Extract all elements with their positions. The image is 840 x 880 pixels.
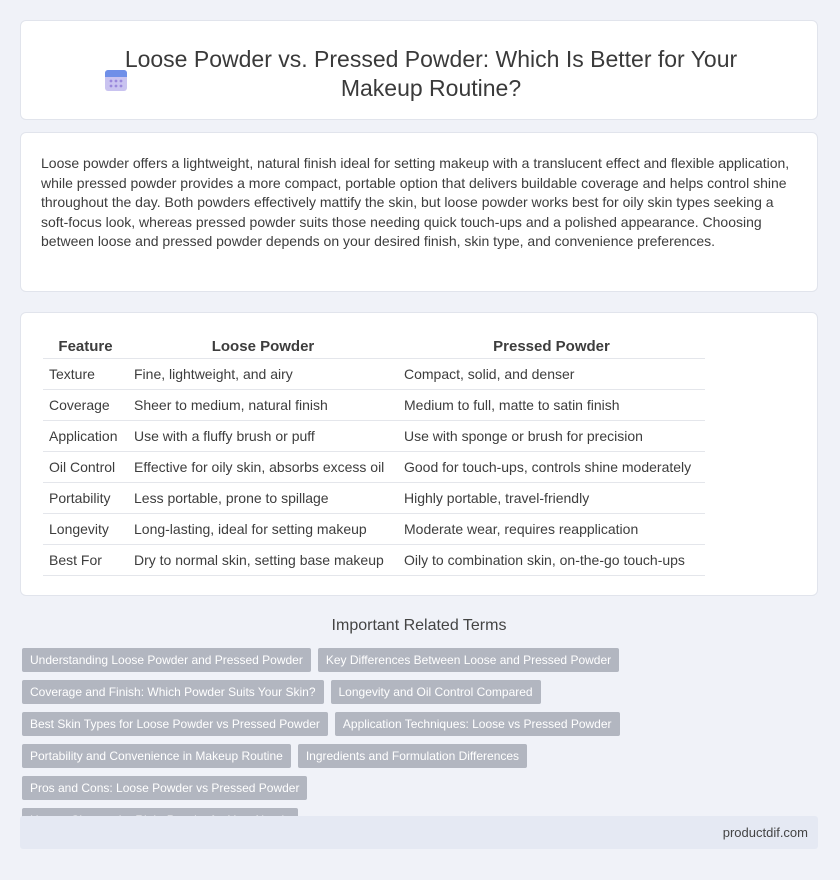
- table-cell: Oily to combination skin, on-the-go touch-ups: [398, 545, 705, 576]
- table-cell: Sheer to medium, natural finish: [128, 390, 398, 421]
- related-term-tag[interactable]: Key Differences Between Loose and Pressed Powder: [318, 648, 619, 672]
- comparison-table: [43, 333, 705, 576]
- related-term-tag[interactable]: Coverage and Finish: Which Powder Suits Your Skin?: [22, 680, 324, 704]
- table-cell: Application: [43, 421, 128, 452]
- related-term-tag[interactable]: Application Techniques: Loose vs Pressed Powder: [335, 712, 620, 736]
- related-terms-title: Important Related Terms: [331, 617, 507, 634]
- table-cell: Texture: [43, 359, 128, 390]
- intro-card: [20, 132, 818, 292]
- related-term-tag[interactable]: Ingredients and Formulation Differences: [298, 744, 527, 768]
- table-cell: Medium to full, matte to satin finish: [398, 390, 705, 421]
- table-cell: Fine, lightweight, and airy: [128, 359, 398, 390]
- page-title: Loose Powder vs. Pressed Powder: Which Is Better for Your Makeup Routine?: [124, 46, 738, 101]
- related-term-tag[interactable]: Portability and Convenience in Makeup Routine: [22, 744, 291, 768]
- table-cell: Best For: [43, 545, 128, 576]
- table-row: [43, 390, 705, 421]
- table-cell: Use with a fluffy brush or puff: [128, 421, 398, 452]
- table-row: [43, 421, 705, 452]
- column-header: Loose Powder: [128, 333, 398, 359]
- table-cell: Oil Control: [43, 452, 128, 483]
- related-tags: [22, 648, 822, 840]
- related-term-tag[interactable]: Pros and Cons: Loose Powder vs Pressed Powder: [22, 776, 307, 800]
- table-row: [43, 514, 705, 545]
- related-term-tag[interactable]: Understanding Loose Powder and Pressed Powder: [22, 648, 311, 672]
- related-term-tag[interactable]: Best Skin Types for Loose Powder vs Pressed Powder: [22, 712, 328, 736]
- related-terms-section: [20, 612, 818, 795]
- table-cell: Highly portable, travel-friendly: [398, 483, 705, 514]
- table-row: [43, 545, 705, 576]
- table-row: [43, 483, 705, 514]
- table-cell: Long-lasting, ideal for setting makeup: [128, 514, 398, 545]
- table-cell: Dry to normal skin, setting base makeup: [128, 545, 398, 576]
- table-row: [43, 359, 705, 390]
- table-cell: Less portable, prone to spillage: [128, 483, 398, 514]
- column-header: Feature: [43, 333, 128, 359]
- table-header-row: [43, 333, 705, 359]
- table-cell: Compact, solid, and denser: [398, 359, 705, 390]
- comparison-card: [20, 312, 818, 596]
- table-cell: Coverage: [43, 390, 128, 421]
- related-term-tag[interactable]: Longevity and Oil Control Compared: [331, 680, 541, 704]
- footer: [20, 816, 818, 849]
- table-cell: Good for touch-ups, controls shine moderately: [398, 452, 705, 483]
- table-cell: Effective for oily skin, absorbs excess oil: [128, 452, 398, 483]
- table-cell: Use with sponge or brush for precision: [398, 421, 705, 452]
- intro-paragraph: Loose powder offers a lightweight, natural finish ideal for setting makeup with a translucent effect and flexible application, while pressed powder provides a more compact, portable option that delivers buildable coverage and helps control shine throughout the day. Both powders effectively mattify the skin, but loose powder works best for oily skin types seeking a soft-focus look, whereas pressed powder suits those needing quick touch-ups and a polished appearance. Choosing between loose and pressed powder depends on your desired finish, skin type, and convenience preferences.: [41, 155, 790, 250]
- table-cell: Longevity: [43, 514, 128, 545]
- header-card: [20, 20, 818, 120]
- table-cell: Portability: [43, 483, 128, 514]
- column-header: Pressed Powder: [398, 333, 705, 359]
- table-row: [43, 452, 705, 483]
- footer-site: productdif.com: [722, 825, 808, 840]
- table-cell: Moderate wear, requires reapplication: [398, 514, 705, 545]
